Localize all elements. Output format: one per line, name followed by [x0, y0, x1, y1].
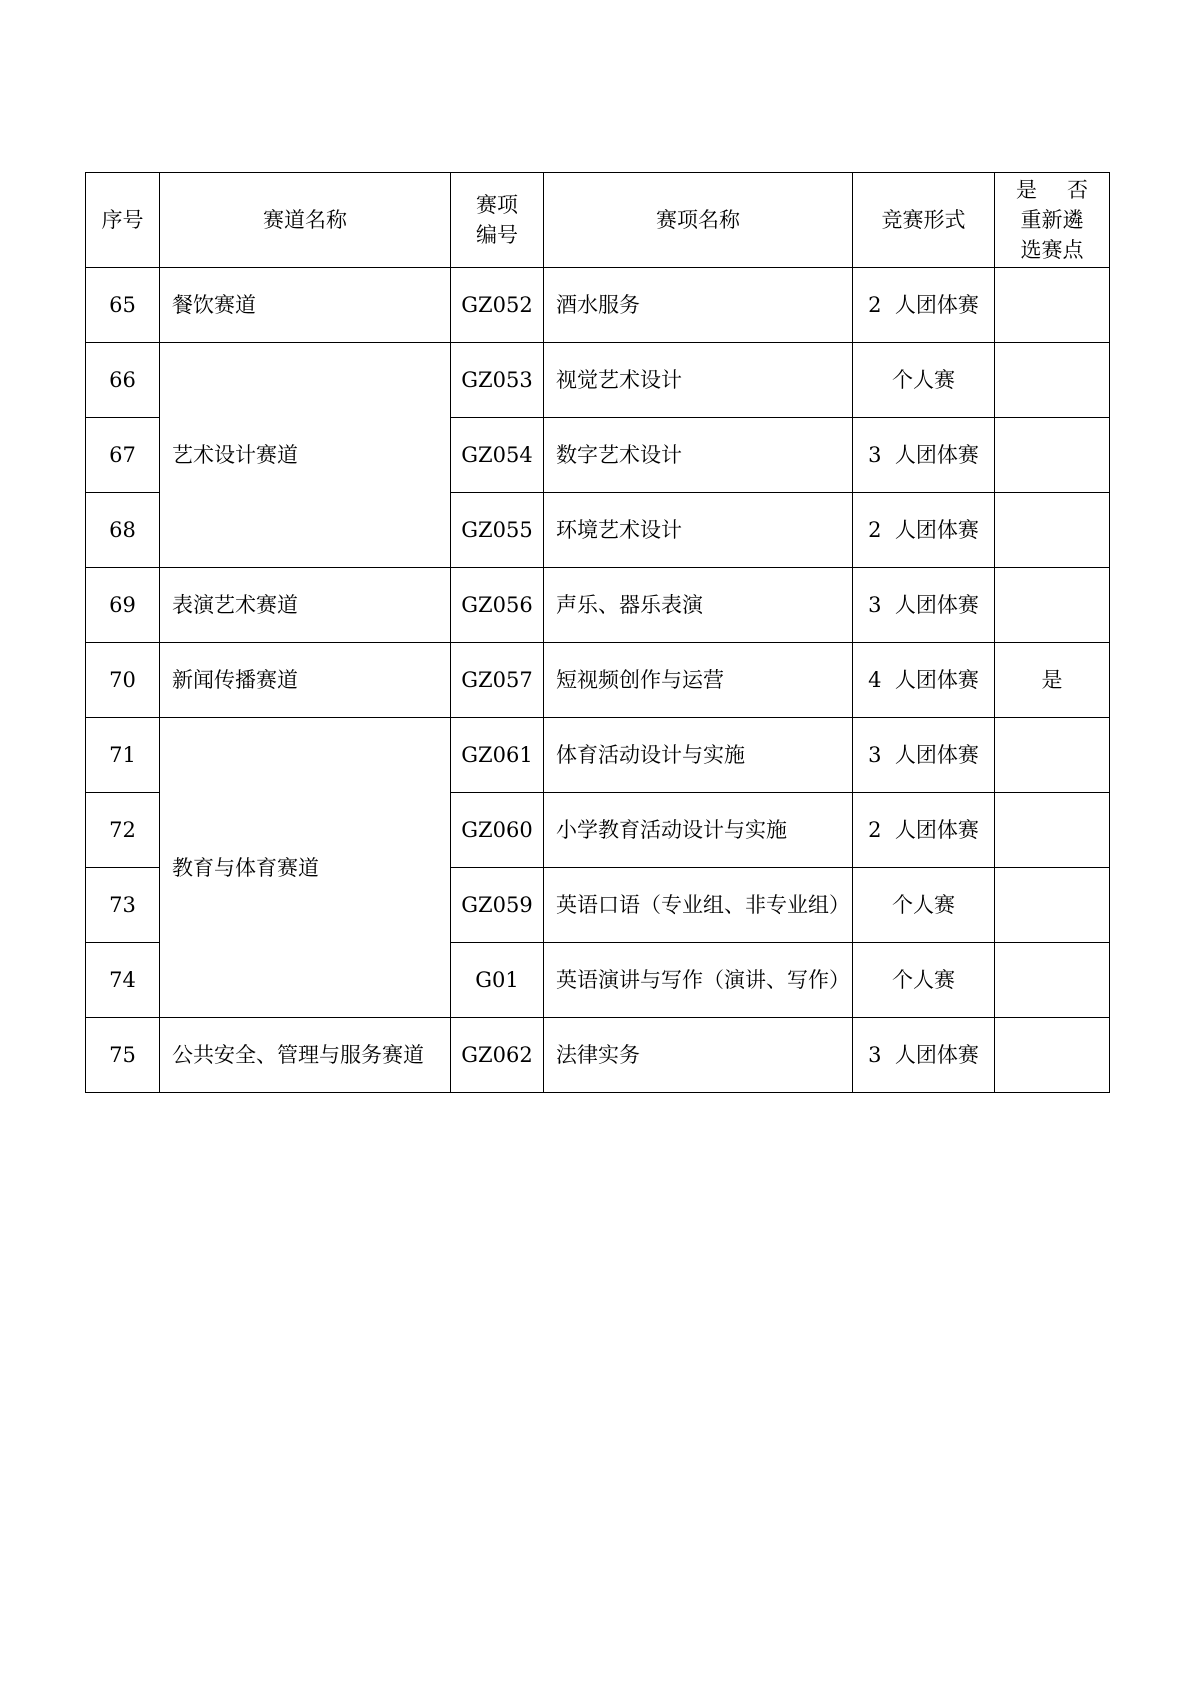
header-reselect-line3: 选赛点	[1020, 238, 1084, 262]
header-format: 竞赛形式	[853, 173, 995, 268]
event-code-cell: GZ062	[451, 1018, 544, 1093]
event-code-cell: GZ054	[451, 418, 544, 493]
track-name-cell: 餐饮赛道	[160, 268, 451, 343]
row-seq: 74	[86, 943, 160, 1018]
track-name-cell: 表演艺术赛道	[160, 568, 451, 643]
event-code-cell: GZ057	[451, 643, 544, 718]
table-row	[86, 568, 1110, 643]
row-seq: 71	[86, 718, 160, 793]
track-name-cell: 教育与体育赛道	[160, 718, 451, 1018]
header-event-code-line1: 赛项	[476, 193, 518, 217]
header-reselect-line2: 重新遴	[1020, 208, 1084, 232]
event-name-cell: 短视频创作与运营	[544, 643, 853, 718]
format-cell: 2 人团体赛	[853, 793, 995, 868]
event-code-cell: G01	[451, 943, 544, 1018]
row-seq: 73	[86, 868, 160, 943]
format-cell: 2 人团体赛	[853, 493, 995, 568]
reselect-cell	[995, 418, 1110, 493]
header-reselect-line1-b: 否	[1067, 178, 1088, 202]
row-seq: 75	[86, 1018, 160, 1093]
event-code-cell: GZ056	[451, 568, 544, 643]
event-name-cell: 环境艺术设计	[544, 493, 853, 568]
header-event-name: 赛项名称	[544, 173, 853, 268]
event-name-cell: 视觉艺术设计	[544, 343, 853, 418]
event-code-cell: GZ060	[451, 793, 544, 868]
table-row	[86, 1018, 1110, 1093]
event-name-cell: 英语演讲与写作（演讲、写作）	[544, 943, 853, 1018]
table-row	[86, 268, 1110, 343]
format-cell: 3 人团体赛	[853, 718, 995, 793]
reselect-cell	[995, 718, 1110, 793]
reselect-cell	[995, 793, 1110, 868]
format-cell: 个人赛	[853, 868, 995, 943]
format-cell: 个人赛	[853, 943, 995, 1018]
event-code-cell: GZ052	[451, 268, 544, 343]
event-name-cell: 体育活动设计与实施	[544, 718, 853, 793]
row-seq: 70	[86, 643, 160, 718]
header-row	[86, 173, 1110, 268]
table-row	[86, 343, 1110, 418]
header-seq: 序号	[86, 173, 160, 268]
event-code-cell: GZ055	[451, 493, 544, 568]
row-seq: 67	[86, 418, 160, 493]
header-track-name: 赛道名称	[160, 173, 451, 268]
track-name-cell: 艺术设计赛道	[160, 343, 451, 568]
table-row	[86, 643, 1110, 718]
event-name-cell: 小学教育活动设计与实施	[544, 793, 853, 868]
event-name-cell: 数字艺术设计	[544, 418, 853, 493]
event-name-cell: 英语口语（专业组、非专业组）	[544, 868, 853, 943]
reselect-cell	[995, 493, 1110, 568]
header-reselect-line1-a: 是	[1016, 178, 1037, 202]
format-cell: 4 人团体赛	[853, 643, 995, 718]
row-seq: 66	[86, 343, 160, 418]
event-name-cell: 法律实务	[544, 1018, 853, 1093]
event-code-cell: GZ053	[451, 343, 544, 418]
event-name-cell: 声乐、器乐表演	[544, 568, 853, 643]
reselect-cell	[995, 943, 1110, 1018]
track-name-cell: 公共安全、管理与服务赛道	[160, 1018, 451, 1093]
format-cell: 3 人团体赛	[853, 418, 995, 493]
reselect-cell	[995, 568, 1110, 643]
reselect-cell	[995, 868, 1110, 943]
row-seq: 72	[86, 793, 160, 868]
header-event-code-line2: 编号	[476, 223, 518, 247]
event-name-cell: 酒水服务	[544, 268, 853, 343]
format-cell: 个人赛	[853, 343, 995, 418]
reselect-cell: 是	[995, 643, 1110, 718]
reselect-cell	[995, 343, 1110, 418]
event-code-cell: GZ061	[451, 718, 544, 793]
track-name-cell: 新闻传播赛道	[160, 643, 451, 718]
row-seq: 65	[86, 268, 160, 343]
format-cell: 2 人团体赛	[853, 268, 995, 343]
format-cell: 3 人团体赛	[853, 1018, 995, 1093]
header-reselect	[995, 173, 1110, 268]
event-code-cell: GZ059	[451, 868, 544, 943]
competition-track-table	[85, 172, 1110, 1093]
header-event-code	[451, 173, 544, 268]
row-seq: 69	[86, 568, 160, 643]
format-cell: 3 人团体赛	[853, 568, 995, 643]
reselect-cell	[995, 1018, 1110, 1093]
row-seq: 68	[86, 493, 160, 568]
reselect-cell	[995, 268, 1110, 343]
table-row	[86, 718, 1110, 793]
